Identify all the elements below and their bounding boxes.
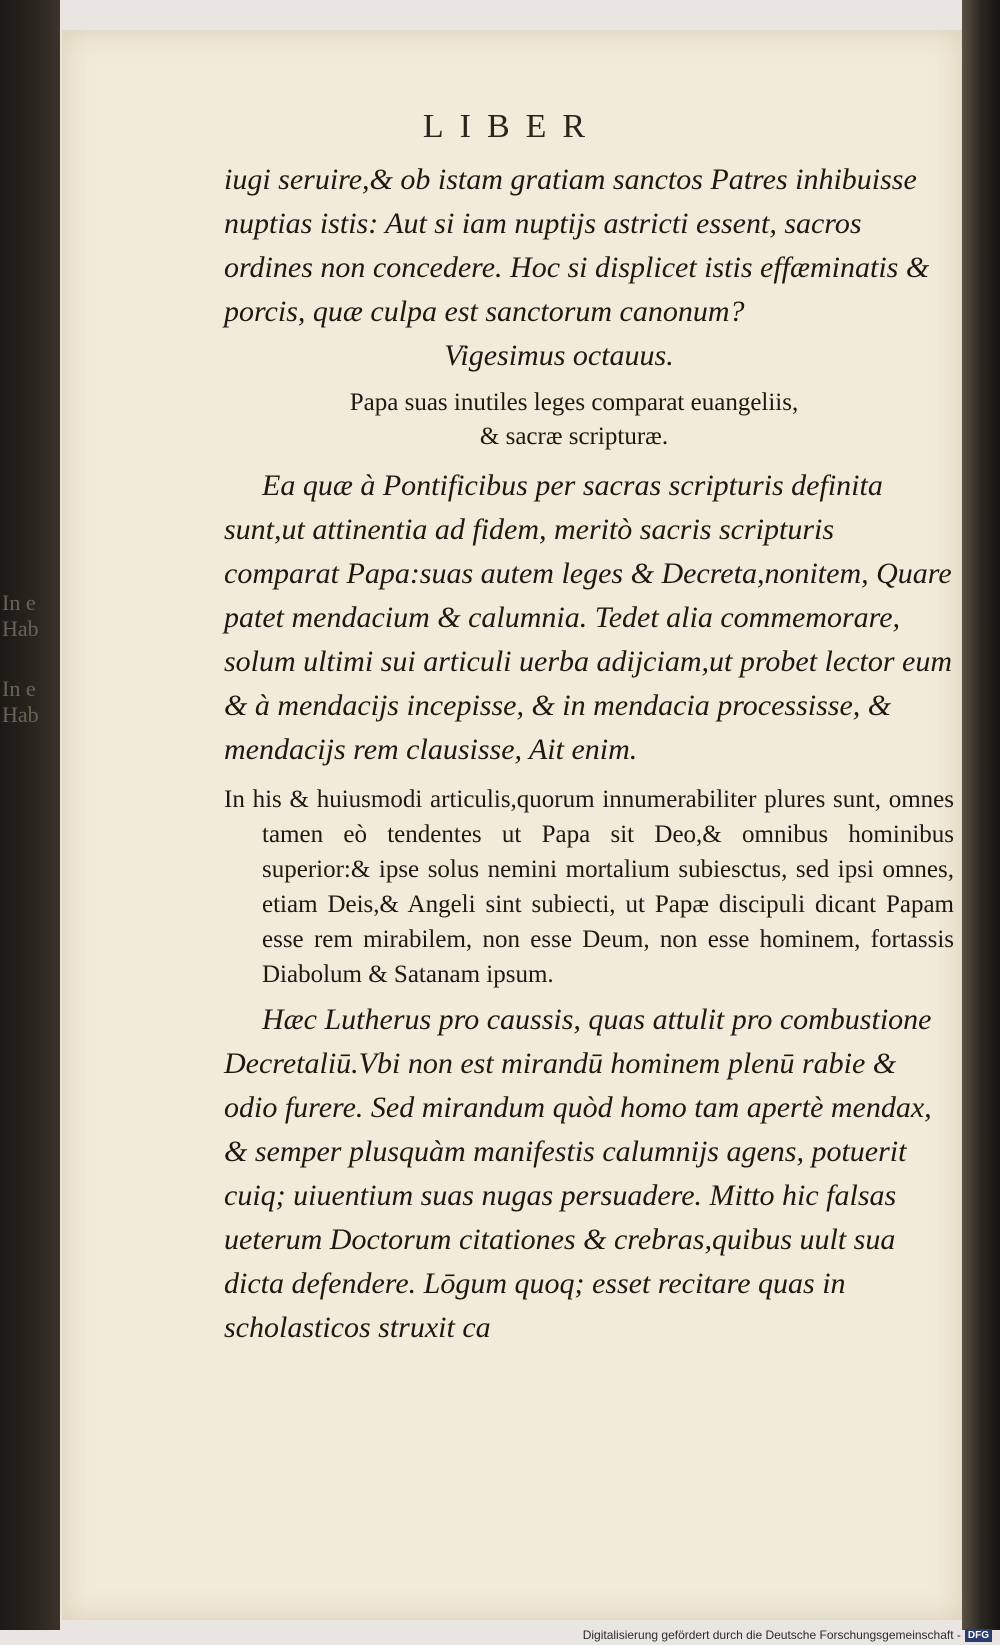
margin-fragment: In e	[2, 676, 36, 701]
summary-line: & sacræ scripturæ.	[479, 423, 669, 450]
chapter-number: Vigesimus octauus.	[444, 339, 674, 372]
page-body	[224, 158, 954, 1350]
digitization-footer	[583, 1628, 992, 1642]
quoted-article: In his & huiusmodi articulis,quorum innumerabiliter plures sunt, omnes tamen eò tendentes ut Papa sit Deo,& omnibus hominibus superior:& ipse solus nemini mortalium subiesctus, sed ipsi omnes, etiam Deis,& Angeli sint subiecti, ut Papæ discipuli dicant Papam esse rem mirabilem, non esse Deum, non esse hominem, fortassis Diabolum & Satanam ipsum.	[224, 786, 954, 988]
margin-fragment: In e	[2, 590, 36, 615]
margin-fragment: Hab	[2, 616, 39, 641]
paragraph-3: Hæc Lutherus pro caussis, quas attulit pro combustione Decretaliū.Vbi non est mirandū hominem plenū rabie & odio furere. Sed mirandum quòd homo tam apertè mendax, & semper plusquàm manifestis calumnijs agens, potuerit cuiq; uiuentium suas nugas persuadere. Mitto hic falsas ueterum Doctorum citationes & crebras,quibus uult sua dicta defendere. Lōgum quoq; esset recitare quas in scholasticos struxit ca	[224, 1003, 932, 1344]
book-page	[62, 30, 962, 1620]
book-gutter-left	[0, 0, 60, 1630]
margin-fragment: Hab	[2, 702, 39, 727]
book-edge-right	[962, 0, 1000, 1630]
paragraph-2: Ea quæ à Pontificibus per sacras scripturis definita sunt,ut attinentia ad fidem, meritò sacris scripturis comparat Papa:suas autem leges & Decreta,nonitem, Quare patet mendacium & calumnia. Tedet alia commemorare, solum ultimi sui articuli uerba adijciam,ut probet lector eum & à mendacijs incepisse, & in mendacia processisse, & mendacijs rem clausisse, Ait enim.	[224, 469, 952, 766]
running-head: LIBER	[422, 108, 602, 145]
summary-line: Papa suas inutiles leges comparat euangeliis,	[349, 389, 799, 416]
dfg-logo: DFG	[965, 1629, 992, 1642]
chapter-summary	[224, 386, 954, 454]
paragraph-top: iugi seruire,& ob istam gratiam sanctos Patres inhibuisse nuptias istis: Aut si iam nuptijs astricti essent, sacros ordines non concedere. Hoc si displicet istis effæminatis & porcis, quæ culpa est sanctorum canonum?	[224, 163, 930, 328]
footer-text: Digitalisierung gefördert durch die Deutsche Forschungsgemeinschaft -	[582, 1628, 961, 1642]
